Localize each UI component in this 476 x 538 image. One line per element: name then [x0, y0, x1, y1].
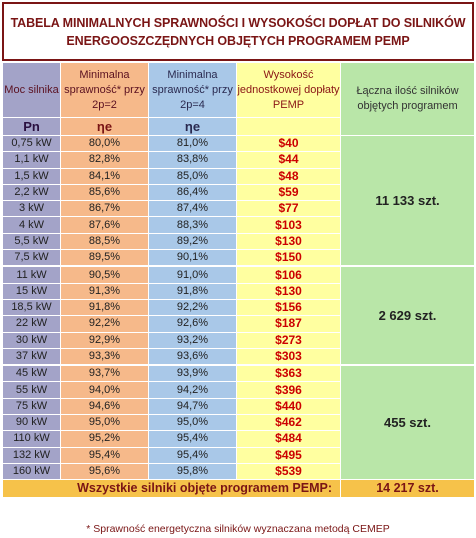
subsidy-cell: $484 [237, 431, 341, 447]
efficiency-2p2-cell: 95,6% [61, 463, 149, 479]
subsidy-cell: $396 [237, 382, 341, 398]
power-cell: 45 kW [3, 365, 61, 382]
subsidy-cell: $363 [237, 365, 341, 382]
header-row [3, 63, 475, 118]
power-cell: 1,1 kW [3, 152, 61, 168]
subsidy-cell: $40 [237, 136, 341, 152]
efficiency-2p2-cell: 89,5% [61, 250, 149, 267]
title-line-2: ENERGOOSZCZĘDNYCH OBJĘTYCH PROGRAMEM PEMP [66, 34, 410, 48]
efficiency-2p2-cell: 95,0% [61, 415, 149, 431]
subsidy-cell: $106 [237, 266, 341, 283]
efficiency-2p4-cell: 91,8% [149, 283, 237, 299]
power-cell: 22 kW [3, 316, 61, 332]
power-cell: 7,5 kW [3, 250, 61, 267]
power-cell: 110 kW [3, 431, 61, 447]
group-total-cell: 455 szt. [341, 365, 475, 480]
efficiency-2p2-cell: 95,2% [61, 431, 149, 447]
efficiency-2p2-cell: 91,3% [61, 283, 149, 299]
power-cell: 132 kW [3, 447, 61, 463]
efficiency-2p2-cell: 86,7% [61, 201, 149, 217]
subsidy-cell: $462 [237, 415, 341, 431]
power-cell: 75 kW [3, 398, 61, 414]
table-row [3, 136, 475, 152]
subsidy-cell: $539 [237, 463, 341, 479]
footnote: * Sprawność energetyczna silników wyznaczana metodą CEMEP [86, 523, 390, 535]
efficiency-2p4-cell: 93,9% [149, 365, 237, 382]
subsidy-cell: $130 [237, 233, 341, 249]
table-title [2, 2, 474, 61]
efficiency-2p2-cell: 88,5% [61, 233, 149, 249]
symbol-eta-2p2: ηe [61, 118, 149, 136]
subsidy-cell: $150 [237, 250, 341, 267]
power-cell: 5,5 kW [3, 233, 61, 249]
power-cell: 15 kW [3, 283, 61, 299]
efficiency-2p4-cell: 94,2% [149, 382, 237, 398]
efficiency-2p4-cell: 88,3% [149, 217, 237, 233]
efficiency-2p4-cell: 95,4% [149, 447, 237, 463]
subsidy-cell: $48 [237, 168, 341, 184]
power-cell: 30 kW [3, 332, 61, 348]
efficiency-2p4-cell: 87,4% [149, 201, 237, 217]
subsidy-cell: $103 [237, 217, 341, 233]
efficiency-2p4-cell: 91,0% [149, 266, 237, 283]
grand-total-label: Wszystkie silniki objęte programem PEMP: [3, 480, 341, 498]
power-cell: 160 kW [3, 463, 61, 479]
power-cell: 2,2 kW [3, 184, 61, 200]
efficiency-table [2, 62, 475, 498]
efficiency-2p2-cell: 91,8% [61, 299, 149, 315]
efficiency-2p2-cell: 90,5% [61, 266, 149, 283]
efficiency-2p4-cell: 95,8% [149, 463, 237, 479]
subsidy-cell: $303 [237, 348, 341, 365]
power-cell: 0,75 kW [3, 136, 61, 152]
efficiency-2p4-cell: 89,2% [149, 233, 237, 249]
power-cell: 3 kW [3, 201, 61, 217]
efficiency-2p4-cell: 86,4% [149, 184, 237, 200]
header-min-efficiency-2p2: Minimalna sprawność* przy 2p=2 [61, 63, 149, 118]
efficiency-2p2-cell: 94,6% [61, 398, 149, 414]
power-cell: 11 kW [3, 266, 61, 283]
efficiency-2p4-cell: 95,0% [149, 415, 237, 431]
subsidy-cell: $44 [237, 152, 341, 168]
table-row [3, 266, 475, 283]
power-cell: 37 kW [3, 348, 61, 365]
efficiency-2p4-cell: 90,1% [149, 250, 237, 267]
subsidy-cell: $273 [237, 332, 341, 348]
efficiency-2p4-cell: 85,0% [149, 168, 237, 184]
table-row [3, 365, 475, 382]
efficiency-2p4-cell: 93,6% [149, 348, 237, 365]
efficiency-2p4-cell: 81,0% [149, 136, 237, 152]
efficiency-2p2-cell: 82,8% [61, 152, 149, 168]
efficiency-2p2-cell: 93,3% [61, 348, 149, 365]
header-subsidy: Wysokość jednostkowej dopłaty PEMP [237, 63, 341, 118]
header-total-count: Łączna ilość silników objętych programem [341, 63, 475, 136]
subsidy-cell: $130 [237, 283, 341, 299]
efficiency-2p2-cell: 94,0% [61, 382, 149, 398]
power-cell: 90 kW [3, 415, 61, 431]
power-cell: 18,5 kW [3, 299, 61, 315]
efficiency-2p4-cell: 92,2% [149, 299, 237, 315]
efficiency-2p2-cell: 93,7% [61, 365, 149, 382]
subsidy-cell: $187 [237, 316, 341, 332]
efficiency-2p4-cell: 94,7% [149, 398, 237, 414]
subsidy-cell: $77 [237, 201, 341, 217]
symbol-eta-2p4: ηe [149, 118, 237, 136]
power-cell: 4 kW [3, 217, 61, 233]
subsidy-cell: $156 [237, 299, 341, 315]
subsidy-cell: $495 [237, 447, 341, 463]
efficiency-2p2-cell: 80,0% [61, 136, 149, 152]
subsidy-cell: $59 [237, 184, 341, 200]
group-total-cell: 11 133 szt. [341, 136, 475, 267]
header-moc: Moc silnika [3, 63, 61, 118]
efficiency-2p4-cell: 93,2% [149, 332, 237, 348]
header-min-efficiency-2p4: Minimalna sprawność* przy 2p=4 [149, 63, 237, 118]
group-total-cell: 2 629 szt. [341, 266, 475, 365]
efficiency-2p2-cell: 87,6% [61, 217, 149, 233]
grand-total-row [3, 480, 475, 498]
symbol-empty [237, 118, 341, 136]
efficiency-2p2-cell: 84,1% [61, 168, 149, 184]
efficiency-2p2-cell: 85,6% [61, 184, 149, 200]
efficiency-2p2-cell: 92,2% [61, 316, 149, 332]
grand-total-value: 14 217 szt. [341, 480, 475, 498]
efficiency-2p2-cell: 92,9% [61, 332, 149, 348]
efficiency-2p4-cell: 83,8% [149, 152, 237, 168]
power-cell: 55 kW [3, 382, 61, 398]
efficiency-2p2-cell: 95,4% [61, 447, 149, 463]
efficiency-2p4-cell: 92,6% [149, 316, 237, 332]
symbol-pn: Pn [3, 118, 61, 136]
efficiency-2p4-cell: 95,4% [149, 431, 237, 447]
subsidy-cell: $440 [237, 398, 341, 414]
power-cell: 1,5 kW [3, 168, 61, 184]
title-line-1: TABELA MINIMALNYCH SPRAWNOŚCI I WYSOKOŚCI DOPŁAT DO SILNIKÓW [10, 16, 466, 30]
